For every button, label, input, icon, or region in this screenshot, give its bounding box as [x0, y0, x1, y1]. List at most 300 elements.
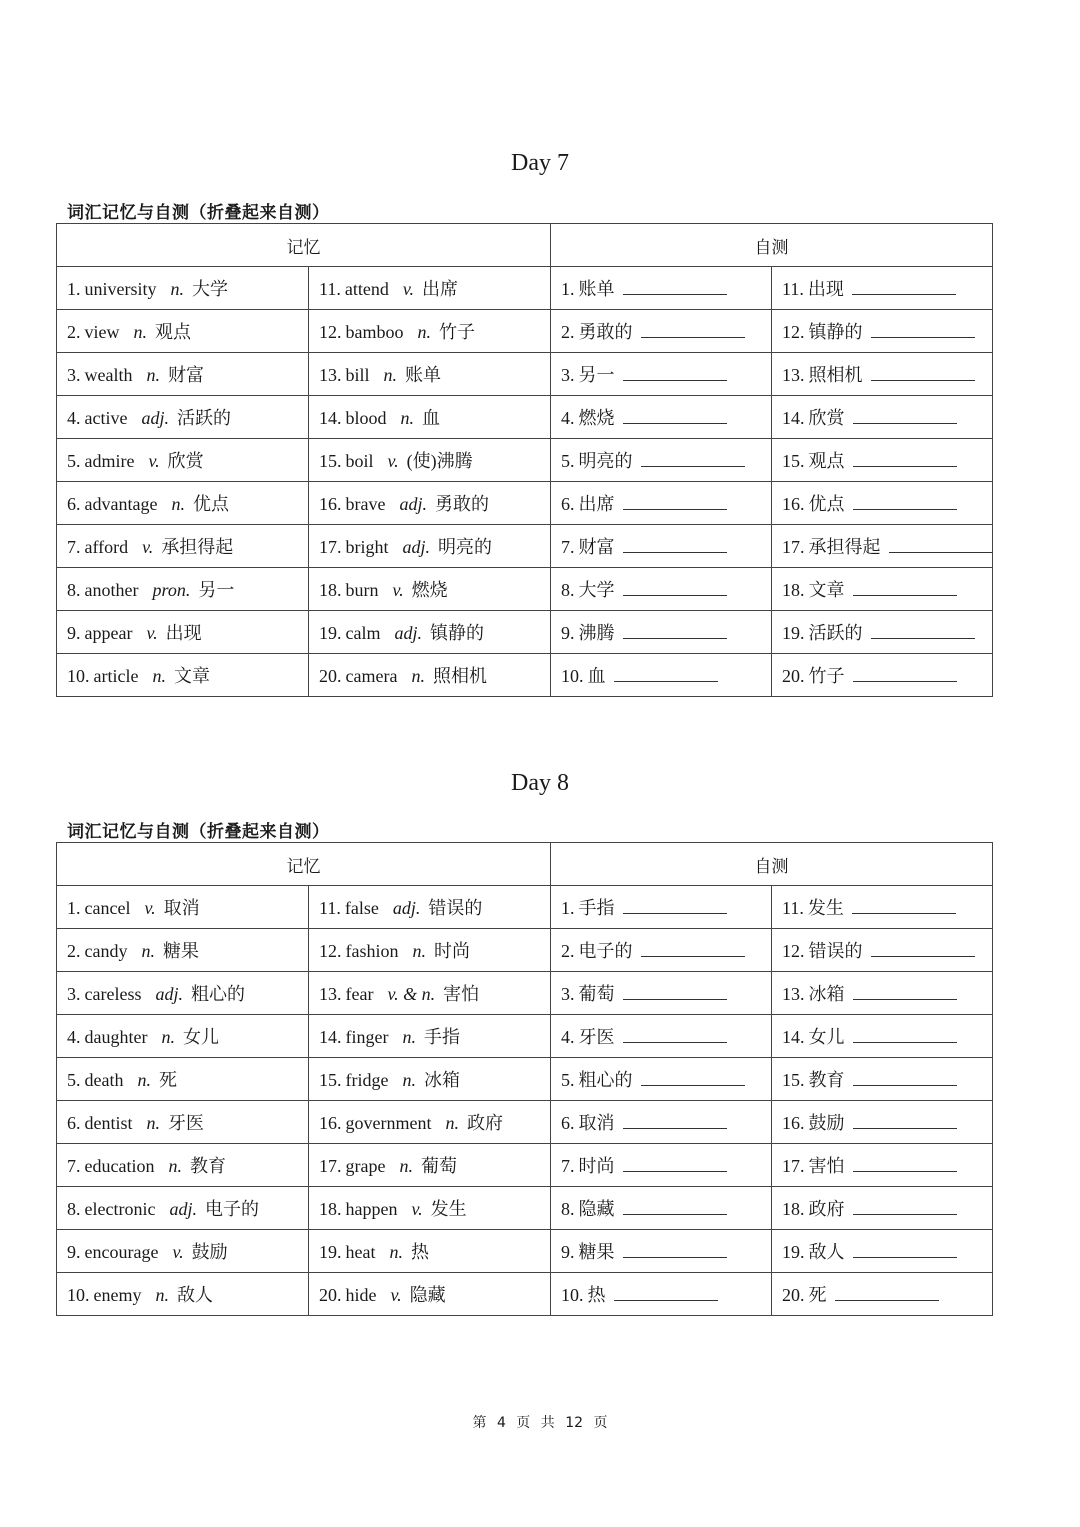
chinese-meaning: 害怕: [443, 984, 480, 1004]
part-of-speech: n.: [133, 322, 147, 342]
entry-number: 17.: [782, 537, 805, 557]
test-prompt: 出现: [807, 279, 844, 299]
memory-entry: [57, 568, 309, 611]
memory-entry: [309, 1101, 551, 1144]
english-word: calm: [345, 623, 381, 643]
entry-number: 8.: [67, 1199, 81, 1219]
memory-entry: [309, 886, 551, 929]
part-of-speech: v.: [142, 537, 154, 557]
chinese-meaning: 竹子: [439, 322, 475, 342]
part-of-speech: v.: [144, 898, 156, 918]
entry-number: 7.: [561, 537, 575, 557]
entry-number: 5.: [561, 451, 575, 471]
answer-blank[interactable]: [853, 681, 957, 682]
entry-number: 17.: [319, 537, 342, 557]
test-prompt: 出席: [578, 494, 615, 514]
answer-blank[interactable]: [623, 1171, 727, 1172]
test-prompt: 另一: [578, 365, 615, 385]
test-entry: [551, 267, 772, 310]
chinese-meaning: 热: [410, 1242, 429, 1262]
vocab-table: [56, 223, 993, 697]
chinese-meaning: 燃烧: [411, 580, 448, 600]
answer-blank[interactable]: [623, 595, 727, 596]
test-entry: [772, 396, 993, 439]
english-word: fear: [345, 984, 374, 1004]
test-entry: [551, 1015, 772, 1058]
table-row: [57, 1058, 993, 1101]
chinese-meaning: 错误的: [428, 898, 483, 918]
test-prompt: 活跃的: [808, 623, 863, 643]
table-header-row: [57, 843, 993, 886]
answer-blank[interactable]: [641, 466, 745, 467]
test-entry: [772, 929, 993, 972]
test-entry: [772, 1144, 993, 1187]
answer-blank[interactable]: [623, 509, 727, 510]
table-row: [57, 886, 993, 929]
test-prompt: 竹子: [808, 666, 845, 686]
answer-blank[interactable]: [623, 999, 727, 1000]
chinese-meaning: 血: [422, 408, 441, 428]
entry-number: 8.: [67, 580, 81, 600]
test-entry: [551, 611, 772, 654]
test-entry: [772, 267, 993, 310]
chinese-meaning: 冰箱: [423, 1070, 460, 1090]
memory-entry: [57, 1230, 309, 1273]
test-entry: [551, 1101, 772, 1144]
chinese-meaning: 文章: [173, 666, 210, 686]
test-prompt: 冰箱: [808, 984, 845, 1004]
english-word: university: [84, 279, 157, 299]
answer-blank[interactable]: [641, 1085, 745, 1086]
test-entry: [772, 439, 993, 482]
answer-blank[interactable]: [614, 681, 718, 682]
answer-blank[interactable]: [889, 552, 993, 553]
answer-blank[interactable]: [871, 638, 975, 639]
answer-blank[interactable]: [623, 1257, 727, 1258]
english-word: afford: [84, 537, 129, 557]
entry-number: 1.: [561, 898, 575, 918]
entry-number: 19.: [782, 623, 805, 643]
test-prompt: 隐藏: [578, 1199, 615, 1219]
chinese-meaning: 时尚: [434, 941, 470, 961]
part-of-speech: n.: [168, 1156, 182, 1176]
english-word: finger: [345, 1027, 389, 1047]
answer-blank[interactable]: [853, 509, 957, 510]
entry-number: 17.: [319, 1156, 342, 1176]
test-prompt: 账单: [578, 279, 615, 299]
entry-number: 14.: [319, 408, 342, 428]
entry-number: 6.: [67, 494, 81, 514]
english-word: encourage: [84, 1242, 159, 1262]
entry-number: 6.: [67, 1113, 81, 1133]
answer-blank[interactable]: [853, 999, 957, 1000]
test-entry: [551, 439, 772, 482]
test-entry: [551, 482, 772, 525]
chinese-meaning: 观点: [155, 322, 191, 342]
entry-number: 2.: [561, 941, 575, 961]
english-word: education: [84, 1156, 155, 1176]
test-prompt: 财富: [578, 537, 615, 557]
answer-blank[interactable]: [623, 294, 727, 295]
entry-number: 1.: [67, 898, 81, 918]
entry-number: 5.: [561, 1070, 575, 1090]
part-of-speech: n.: [141, 941, 155, 961]
memory-entry: [57, 267, 309, 310]
day-title: Day 7: [511, 150, 569, 176]
test-entry: [551, 396, 772, 439]
chinese-meaning: 活跃的: [177, 408, 231, 428]
table-row: [57, 929, 993, 972]
entry-number: 18.: [782, 580, 805, 600]
part-of-speech: v.: [392, 580, 404, 600]
part-of-speech: n.: [402, 1070, 416, 1090]
entry-number: 15.: [319, 451, 342, 471]
test-entry: [772, 654, 993, 697]
entry-number: 10.: [67, 666, 90, 686]
answer-blank[interactable]: [641, 337, 745, 338]
chinese-meaning: 承担得起: [161, 537, 234, 557]
english-word: article: [93, 666, 139, 686]
english-word: brave: [345, 494, 386, 514]
english-word: view: [84, 322, 120, 342]
memory-entry: [309, 482, 551, 525]
memory-entry: [309, 568, 551, 611]
english-word: government: [345, 1113, 432, 1133]
part-of-speech: adj.: [394, 623, 422, 643]
part-of-speech: v.: [387, 451, 399, 471]
test-entry: [772, 1187, 993, 1230]
english-word: enemy: [93, 1285, 142, 1305]
test-prompt: 热: [587, 1285, 606, 1305]
answer-blank[interactable]: [853, 1042, 957, 1043]
test-prompt: 照相机: [808, 365, 863, 385]
section-label: 词汇记忆与自测（折叠起来自测）: [67, 822, 330, 842]
memory-entry: [57, 886, 309, 929]
answer-blank[interactable]: [623, 913, 727, 914]
answer-blank[interactable]: [853, 423, 957, 424]
table-row: [57, 310, 993, 353]
part-of-speech: v.: [390, 1285, 402, 1305]
test-header: 自测: [551, 224, 993, 267]
chinese-meaning: 取消: [163, 898, 200, 918]
memory-entry: [309, 929, 551, 972]
test-entry: [772, 525, 993, 568]
test-prompt: 明亮的: [578, 451, 633, 471]
memory-entry: [309, 396, 551, 439]
answer-blank[interactable]: [852, 913, 956, 914]
memory-entry: [309, 525, 551, 568]
chinese-meaning: 出席: [421, 279, 458, 299]
part-of-speech: n.: [171, 494, 185, 514]
test-header: 自测: [551, 843, 993, 886]
entry-number: 16.: [319, 494, 342, 514]
day-title: Day 8: [511, 770, 569, 796]
table-row: [57, 353, 993, 396]
chinese-meaning: 死: [158, 1070, 177, 1090]
memory-entry: [57, 611, 309, 654]
part-of-speech: v. & n.: [387, 984, 436, 1004]
part-of-speech: n.: [411, 666, 425, 686]
chinese-meaning: 电子的: [204, 1199, 259, 1219]
table-row: [57, 1187, 993, 1230]
test-prompt: 欣赏: [808, 408, 845, 428]
part-of-speech: n.: [445, 1113, 459, 1133]
english-word: death: [84, 1070, 124, 1090]
entry-number: 16.: [782, 1113, 805, 1133]
answer-blank[interactable]: [853, 595, 957, 596]
memory-entry: [57, 353, 309, 396]
test-entry: [551, 310, 772, 353]
entry-number: 19.: [782, 1242, 805, 1262]
english-word: cancel: [84, 898, 131, 918]
answer-blank[interactable]: [623, 1214, 727, 1215]
entry-number: 5.: [67, 1070, 81, 1090]
entry-number: 3.: [561, 984, 575, 1004]
entry-number: 4.: [561, 408, 575, 428]
english-word: candy: [84, 941, 128, 961]
table-row: [57, 568, 993, 611]
test-entry: [772, 1273, 993, 1316]
test-entry: [551, 654, 772, 697]
test-entry: [772, 1015, 993, 1058]
entry-number: 9.: [561, 623, 575, 643]
test-entry: [551, 929, 772, 972]
entry-number: 14.: [319, 1027, 342, 1047]
part-of-speech: n.: [389, 1242, 403, 1262]
entry-number: 10.: [67, 1285, 90, 1305]
memory-header: 记忆: [57, 224, 551, 267]
test-prompt: 葡萄: [578, 984, 615, 1004]
test-prompt: 镇静的: [808, 322, 863, 342]
answer-blank[interactable]: [641, 956, 745, 957]
entry-number: 18.: [319, 580, 342, 600]
answer-blank[interactable]: [853, 1214, 957, 1215]
entry-number: 20.: [319, 1285, 342, 1305]
answer-blank[interactable]: [835, 1300, 939, 1301]
test-prompt: 手指: [578, 898, 615, 918]
chinese-meaning: 粗心的: [190, 984, 245, 1004]
entry-number: 13.: [319, 984, 342, 1004]
answer-blank[interactable]: [623, 552, 727, 553]
chinese-meaning: 优点: [192, 494, 229, 514]
vocab-table: [56, 842, 993, 1316]
table-row: [57, 1273, 993, 1316]
chinese-meaning: 手指: [423, 1027, 460, 1047]
part-of-speech: adj.: [392, 898, 421, 918]
test-prompt: 粗心的: [578, 1070, 633, 1090]
answer-blank[interactable]: [852, 294, 956, 295]
entry-number: 16.: [319, 1113, 342, 1133]
entry-number: 18.: [782, 1199, 805, 1219]
entry-number: 10.: [561, 666, 584, 686]
answer-blank[interactable]: [623, 638, 727, 639]
entry-number: 7.: [67, 537, 81, 557]
chinese-meaning: 账单: [405, 365, 442, 385]
table-row: [57, 611, 993, 654]
part-of-speech: n.: [417, 322, 431, 342]
test-prompt: 燃烧: [578, 408, 615, 428]
test-entry: [772, 482, 993, 525]
entry-number: 19.: [319, 623, 342, 643]
memory-entry: [309, 1187, 551, 1230]
answer-blank[interactable]: [871, 380, 975, 381]
chinese-meaning: 教育: [189, 1156, 226, 1176]
entry-number: 15.: [319, 1070, 342, 1090]
chinese-meaning: 勇敢的: [435, 494, 489, 514]
part-of-speech: n.: [155, 1285, 169, 1305]
answer-blank[interactable]: [853, 1085, 957, 1086]
entry-number: 8.: [561, 1199, 575, 1219]
test-entry: [551, 1144, 772, 1187]
table-row: [57, 654, 993, 697]
entry-number: 20.: [782, 1285, 805, 1305]
page-footer: 第 4 页 共 12 页: [472, 1415, 608, 1431]
chinese-meaning: 葡萄: [420, 1156, 457, 1176]
test-entry: [551, 886, 772, 929]
chinese-meaning: 糖果: [162, 941, 199, 961]
answer-blank[interactable]: [853, 1257, 957, 1258]
memory-entry: [309, 1058, 551, 1101]
part-of-speech: n.: [152, 666, 166, 686]
entry-number: 3.: [561, 365, 575, 385]
english-word: bill: [345, 365, 370, 385]
answer-blank[interactable]: [623, 1042, 727, 1043]
table-row: [57, 267, 993, 310]
entry-number: 6.: [561, 1113, 575, 1133]
test-prompt: 错误的: [808, 941, 863, 961]
chinese-meaning: 另一: [198, 580, 235, 600]
entry-number: 12.: [782, 941, 805, 961]
entry-number: 9.: [67, 1242, 81, 1262]
chinese-meaning: 政府: [466, 1113, 503, 1133]
chinese-meaning: 发生: [430, 1199, 467, 1219]
memory-entry: [57, 439, 309, 482]
test-prompt: 文章: [808, 580, 845, 600]
test-prompt: 电子的: [578, 941, 633, 961]
chinese-meaning: 隐藏: [409, 1285, 446, 1305]
test-entry: [551, 353, 772, 396]
test-entry: [551, 1058, 772, 1101]
test-prompt: 牙医: [578, 1027, 615, 1047]
memory-entry: [309, 654, 551, 697]
entry-number: 4.: [561, 1027, 575, 1047]
memory-entry: [57, 396, 309, 439]
answer-blank[interactable]: [871, 956, 975, 957]
test-prompt: 害怕: [808, 1156, 845, 1176]
table-row: [57, 972, 993, 1015]
part-of-speech: n.: [146, 365, 160, 385]
entry-number: 12.: [782, 322, 805, 342]
test-entry: [772, 1101, 993, 1144]
part-of-speech: v.: [172, 1242, 184, 1262]
chinese-meaning: 欣赏: [167, 451, 204, 471]
memory-entry: [57, 1144, 309, 1187]
chinese-meaning: 镇静的: [430, 623, 484, 643]
memory-entry: [309, 1015, 551, 1058]
memory-entry: [57, 525, 309, 568]
answer-blank[interactable]: [853, 1171, 957, 1172]
entry-number: 2.: [67, 941, 81, 961]
answer-blank[interactable]: [623, 380, 727, 381]
table-row: [57, 1015, 993, 1058]
part-of-speech: adj.: [169, 1199, 197, 1219]
test-prompt: 政府: [808, 1199, 845, 1219]
english-word: daughter: [84, 1027, 148, 1047]
table-header-row: [57, 224, 993, 267]
memory-entry: [309, 439, 551, 482]
test-prompt: 敌人: [808, 1242, 845, 1262]
entry-number: 10.: [561, 1285, 584, 1305]
entry-number: 14.: [782, 408, 805, 428]
memory-entry: [57, 1058, 309, 1101]
entry-number: 3.: [67, 984, 81, 1004]
entry-number: 3.: [67, 365, 81, 385]
test-entry: [772, 568, 993, 611]
english-word: fashion: [345, 941, 399, 961]
memory-entry: [309, 1144, 551, 1187]
answer-blank[interactable]: [853, 1128, 957, 1129]
english-word: another: [84, 580, 139, 600]
chinese-meaning: 大学: [192, 279, 228, 299]
memory-entry: [57, 929, 309, 972]
test-entry: [772, 972, 993, 1015]
entry-number: 13.: [782, 365, 805, 385]
answer-blank[interactable]: [614, 1300, 718, 1301]
english-word: wealth: [84, 365, 133, 385]
part-of-speech: n.: [146, 1113, 160, 1133]
entry-number: 15.: [782, 451, 805, 471]
english-word: appear: [84, 623, 133, 643]
test-entry: [772, 611, 993, 654]
part-of-speech: v.: [146, 623, 158, 643]
english-word: boil: [345, 451, 374, 471]
answer-blank[interactable]: [871, 337, 975, 338]
entry-number: 13.: [319, 365, 342, 385]
english-word: dentist: [84, 1113, 133, 1133]
chinese-meaning: 女儿: [182, 1027, 219, 1047]
entry-number: 18.: [319, 1199, 342, 1219]
part-of-speech: n.: [137, 1070, 151, 1090]
table-row: [57, 525, 993, 568]
answer-blank[interactable]: [623, 1128, 727, 1129]
test-prompt: 观点: [808, 451, 845, 471]
entry-number: 11.: [782, 898, 804, 918]
test-prompt: 勇敢的: [578, 322, 633, 342]
answer-blank[interactable]: [853, 466, 957, 467]
chinese-meaning: 财富: [167, 365, 204, 385]
memory-entry: [309, 1230, 551, 1273]
table-row: [57, 439, 993, 482]
part-of-speech: n.: [383, 365, 398, 385]
entry-number: 14.: [782, 1027, 805, 1047]
part-of-speech: v.: [402, 279, 414, 299]
answer-blank[interactable]: [623, 423, 727, 424]
memory-entry: [57, 1187, 309, 1230]
memory-entry: [57, 1015, 309, 1058]
test-prompt: 取消: [578, 1113, 615, 1133]
memory-header: 记忆: [57, 843, 551, 886]
test-prompt: 发生: [807, 898, 844, 918]
entry-number: 11.: [319, 279, 341, 299]
entry-number: 17.: [782, 1156, 805, 1176]
entry-number: 11.: [319, 898, 341, 918]
chinese-meaning: 敌人: [176, 1285, 213, 1305]
english-word: electronic: [84, 1199, 156, 1219]
table-row: [57, 1230, 993, 1273]
memory-entry: [309, 972, 551, 1015]
english-word: attend: [344, 279, 389, 299]
section-label: 词汇记忆与自测（折叠起来自测）: [67, 203, 330, 223]
